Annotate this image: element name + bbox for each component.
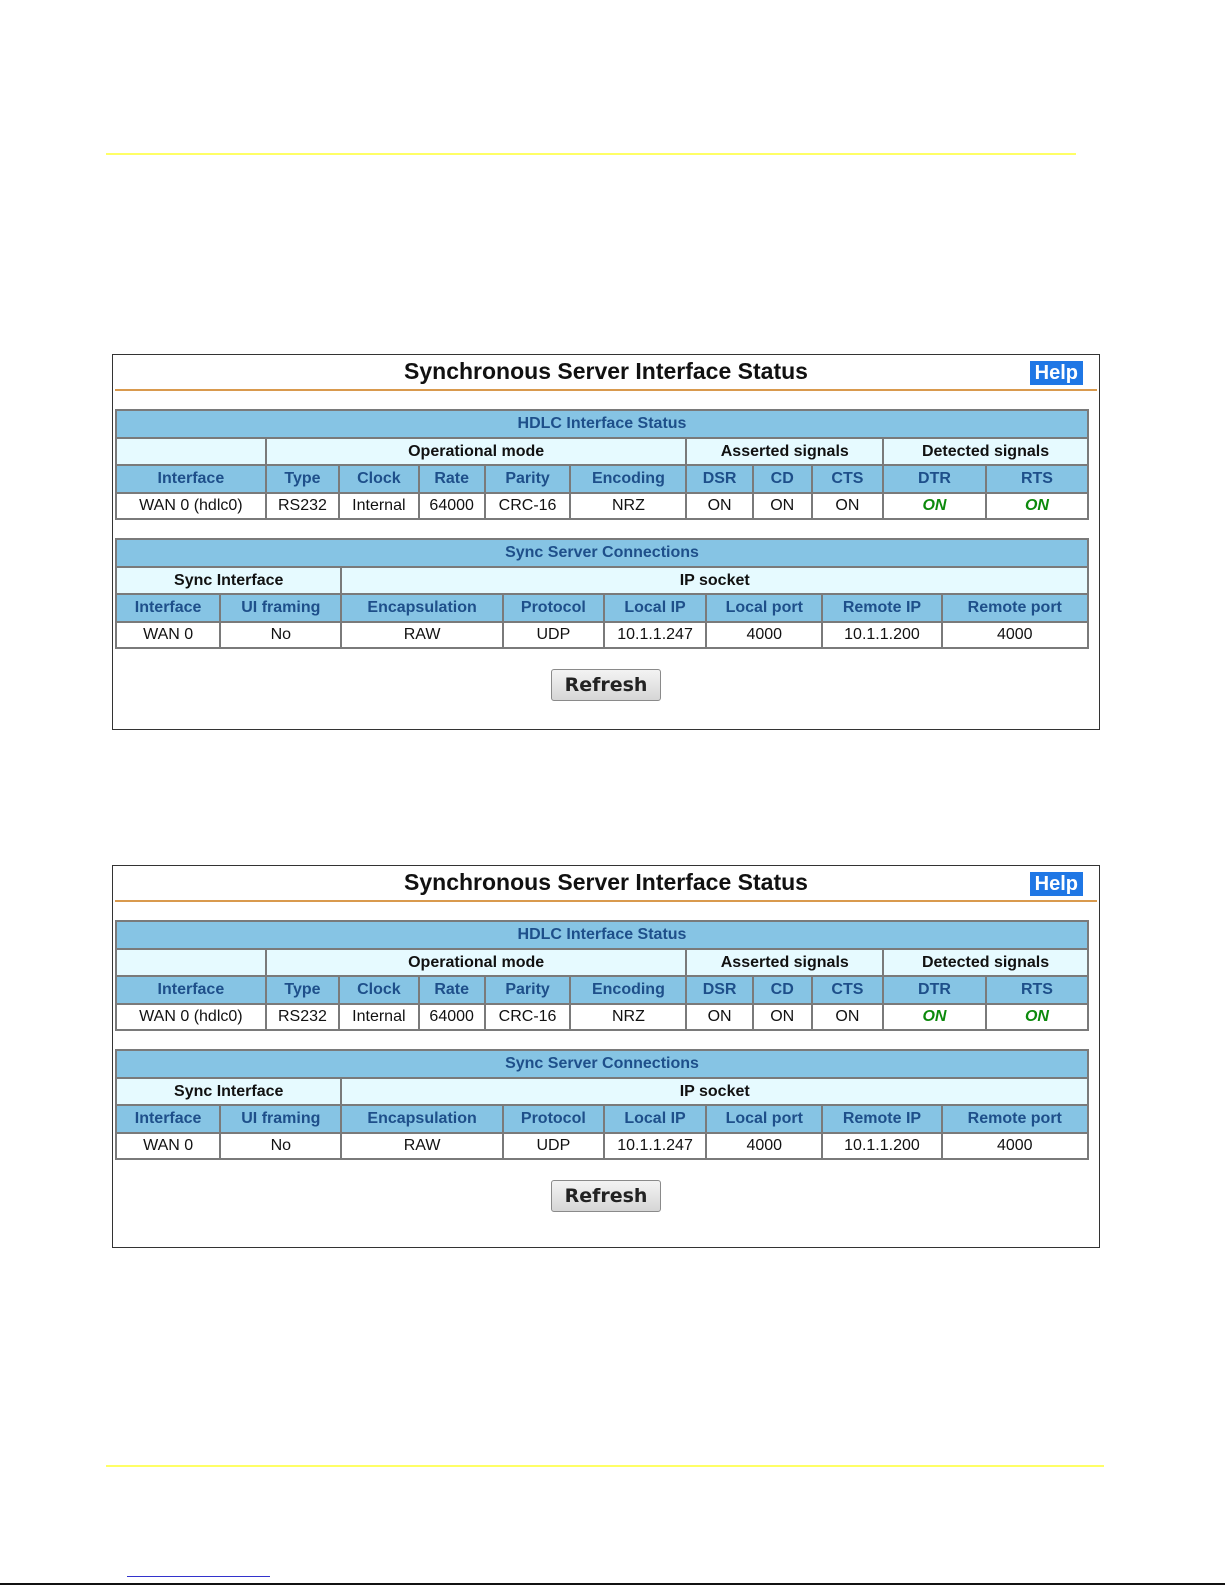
col-interface: Interface [117,595,219,621]
col-clock: Clock [340,977,417,1003]
col-encapsulation: Encapsulation [342,1106,501,1132]
sync-header-row [117,1106,1087,1132]
group-asserted-signals: Asserted signals [687,439,882,464]
col-rate: Rate [420,466,484,492]
col-rts: RTS [987,977,1087,1003]
cell-rate: 64000 [420,494,484,518]
cell-type: RS232 [267,1005,338,1029]
sync-connections-table [115,538,1089,649]
cell-ui-framing: No [221,1134,340,1158]
group-sync-interface: Sync Interface [117,568,340,593]
cell-dtr: ON [884,1005,985,1029]
sync-caption: Sync Server Connections [117,1051,1087,1077]
cell-rts: ON [987,1005,1087,1029]
cell-encapsulation: RAW [342,1134,501,1158]
col-rate: Rate [420,977,484,1003]
col-cts: CTS [813,977,882,1003]
cell-remote-port: 4000 [943,623,1087,647]
sync-connections-table [115,1049,1089,1160]
cell-interface: WAN 0 [117,1134,219,1158]
cell-dtr: ON [884,494,985,518]
cell-remote-ip: 10.1.1.200 [823,623,940,647]
cell-local-port: 4000 [707,1134,821,1158]
cell-clock: Internal [340,1005,417,1029]
cell-encapsulation: RAW [342,623,501,647]
cell-interface: WAN 0 (hdlc0) [117,494,265,518]
col-local-ip: Local IP [605,595,705,621]
cell-local-port: 4000 [707,623,821,647]
cell-local-ip: 10.1.1.247 [605,1134,705,1158]
cell-cts: ON [813,494,882,518]
title-bar [115,866,1097,902]
cell-ui-framing: No [221,623,340,647]
col-local-ip: Local IP [605,1106,705,1132]
cell-parity: CRC-16 [486,1005,570,1029]
footer-link-underline [127,1576,270,1577]
cell-protocol: UDP [504,623,603,647]
cell-cts: ON [813,1005,882,1029]
header-rule [106,153,1076,155]
page-title: Synchronous Server Interface Status [404,869,808,895]
cell-protocol: UDP [504,1134,603,1158]
col-interface: Interface [117,1106,219,1132]
cell-cd: ON [754,494,811,518]
hdlc-caption: HDLC Interface Status [117,922,1087,948]
group-asserted-signals: Asserted signals [687,950,882,975]
col-cts: CTS [813,466,882,492]
table-row [117,1134,1087,1158]
hdlc-header-row [117,977,1087,1003]
col-remote-ip: Remote IP [823,1106,940,1132]
cell-cd: ON [754,1005,811,1029]
cell-parity: CRC-16 [486,494,570,518]
cell-remote-ip: 10.1.1.200 [823,1134,940,1158]
help-button[interactable]: Help [1030,361,1083,385]
group-detected-signals: Detected signals [884,950,1087,975]
cell-local-ip: 10.1.1.247 [605,623,705,647]
col-ui-framing: UI framing [221,595,340,621]
cell-rts: ON [987,494,1087,518]
cell-encoding: NRZ [571,494,685,518]
col-protocol: Protocol [504,595,603,621]
refresh-button[interactable]: Refresh [551,1180,661,1212]
group-blank [117,439,265,464]
col-parity: Parity [486,977,570,1003]
table-row [117,623,1087,647]
group-ip-socket: IP socket [342,568,1087,593]
group-ip-socket: IP socket [342,1079,1087,1104]
col-parity: Parity [486,466,570,492]
col-interface: Interface [117,466,265,492]
title-bar [115,355,1097,391]
footer-rule [106,1465,1104,1467]
hdlc-status-table [115,920,1089,1031]
col-encoding: Encoding [571,977,685,1003]
col-type: Type [267,466,338,492]
col-remote-port: Remote port [943,1106,1087,1132]
col-local-port: Local port [707,595,821,621]
col-ui-framing: UI framing [221,1106,340,1132]
col-dtr: DTR [884,466,985,492]
sync-caption: Sync Server Connections [117,540,1087,566]
col-type: Type [267,977,338,1003]
col-protocol: Protocol [504,1106,603,1132]
col-encapsulation: Encapsulation [342,595,501,621]
col-dtr: DTR [884,977,985,1003]
col-local-port: Local port [707,1106,821,1132]
hdlc-status-table [115,409,1089,520]
cell-remote-port: 4000 [943,1134,1087,1158]
group-operational-mode: Operational mode [267,439,686,464]
col-cd: CD [754,466,811,492]
help-button[interactable]: Help [1030,872,1083,896]
cell-interface: WAN 0 (hdlc0) [117,1005,265,1029]
refresh-button[interactable]: Refresh [551,669,661,701]
col-rts: RTS [987,466,1087,492]
hdlc-header-row [117,466,1087,492]
table-row [117,1005,1087,1029]
group-operational-mode: Operational mode [267,950,686,975]
col-remote-port: Remote port [943,595,1087,621]
cell-type: RS232 [267,494,338,518]
col-dsr: DSR [687,977,751,1003]
hdlc-caption: HDLC Interface Status [117,411,1087,437]
group-detected-signals: Detected signals [884,439,1087,464]
table-row [117,494,1087,518]
group-blank [117,950,265,975]
cell-encoding: NRZ [571,1005,685,1029]
cell-rate: 64000 [420,1005,484,1029]
status-panel-1 [112,354,1100,730]
cell-dsr: ON [687,1005,751,1029]
sync-header-row [117,595,1087,621]
page-title: Synchronous Server Interface Status [404,358,808,384]
col-clock: Clock [340,466,417,492]
col-cd: CD [754,977,811,1003]
col-remote-ip: Remote IP [823,595,940,621]
status-panel-2 [112,865,1100,1248]
col-dsr: DSR [687,466,751,492]
col-encoding: Encoding [571,466,685,492]
group-sync-interface: Sync Interface [117,1079,340,1104]
cell-clock: Internal [340,494,417,518]
cell-dsr: ON [687,494,751,518]
cell-interface: WAN 0 [117,623,219,647]
col-interface: Interface [117,977,265,1003]
